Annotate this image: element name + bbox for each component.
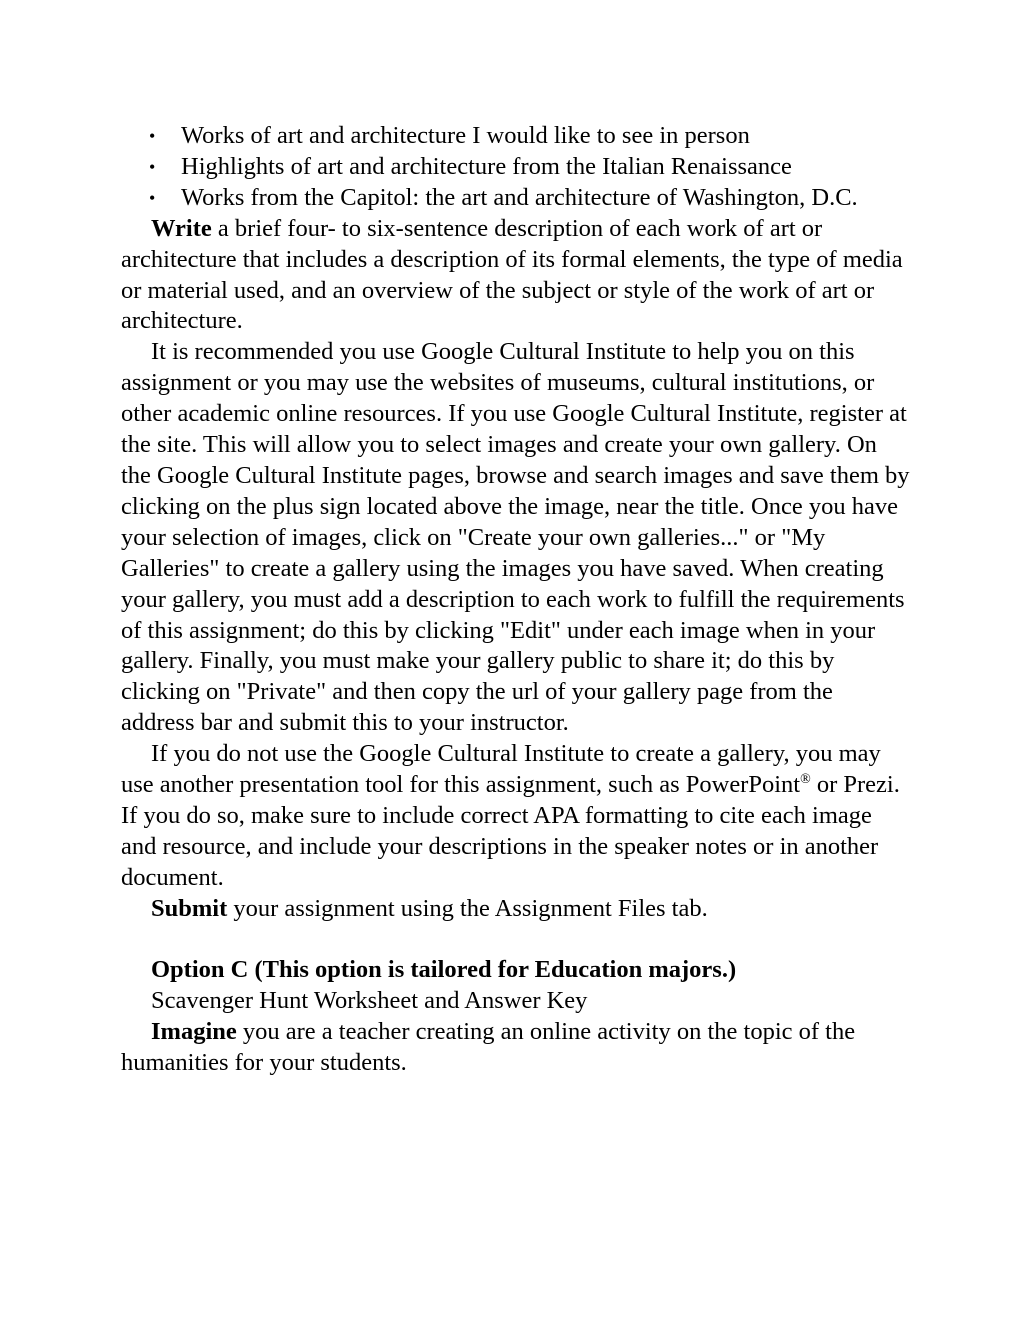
list-item-text: Works from the Capitol: the art and architecture of Washington, D.C. (181, 183, 858, 211)
imagine-text: you are a teacher creating an online activity on the topic of the humanities for your students. (121, 1018, 856, 1077)
alternative-text-after: or Prezi. If you do so, make sure to include correct APA formatting to cite each image and resource, and include your descriptions in the speaker notes or in another document. (121, 771, 900, 891)
option-c-heading-text: Option C (This option is tailored for Education majors.) (151, 956, 737, 984)
list-item (121, 121, 911, 152)
bullet-icon: • (149, 156, 156, 177)
write-paragraph (121, 214, 911, 338)
recommend-paragraph: It is recommended you use Google Cultural Institute to help you on this assignment or you may use the websites of museums, cultural institutions, or other academic online resources. If you use Google Cultural Institute, register at the site. This will allow you to select images and create your own gallery. On the Google Cultural Institute pages, browse and search images and save them by clicking on the plus sign located above the image, near the title. Once you have your selection of images, click on "Create your own galleries..." or "My Galleries" to create a gallery using the images you have saved. When creating your gallery, you must add a description to each work to fulfill the requirements of this assignment; do this by clicking "Edit" under each image when in your gallery. Finally, you must make your gallery public to share it; do this by clicking on "Private" and then copy the url of your gallery page from the address bar and submit this to your instructor. (121, 338, 910, 737)
alternative-paragraph (121, 739, 911, 894)
imagine-paragraph (121, 1017, 911, 1079)
option-c-subtitle: Scavenger Hunt Worksheet and Answer Key (151, 987, 588, 1015)
document-page (121, 121, 911, 1079)
list-item-text: Works of art and architecture I would like to see in person (181, 122, 750, 149)
write-lead: Write (151, 214, 212, 242)
bullet-list (121, 121, 911, 214)
bullet-icon: • (149, 126, 156, 146)
submit-paragraph (121, 894, 911, 925)
alternative-text-before: If you do not use the Google Cultural Institute to create a gallery, you may use another presentation tool for this assignment, such as PowerPoint (121, 740, 881, 799)
submit-lead: Submit (151, 894, 228, 922)
submit-text: your assignment using the Assignment Files tab. (227, 894, 708, 922)
registered-mark: ® (800, 772, 811, 788)
write-text: a brief four- to six-sentence description of each work of art or architecture that includes a description of its formal elements, the type of media or material used, and an overview of the subject or style of the work of art or architecture. (121, 214, 903, 335)
bullet-icon: • (149, 187, 156, 208)
blank-line (121, 925, 911, 956)
option-c-heading (121, 955, 911, 986)
list-item (121, 152, 911, 183)
list-item (121, 183, 911, 214)
imagine-lead: Imagine (151, 1018, 237, 1046)
list-item-text: Highlights of art and architecture from the Italian Renaissance (181, 152, 792, 180)
